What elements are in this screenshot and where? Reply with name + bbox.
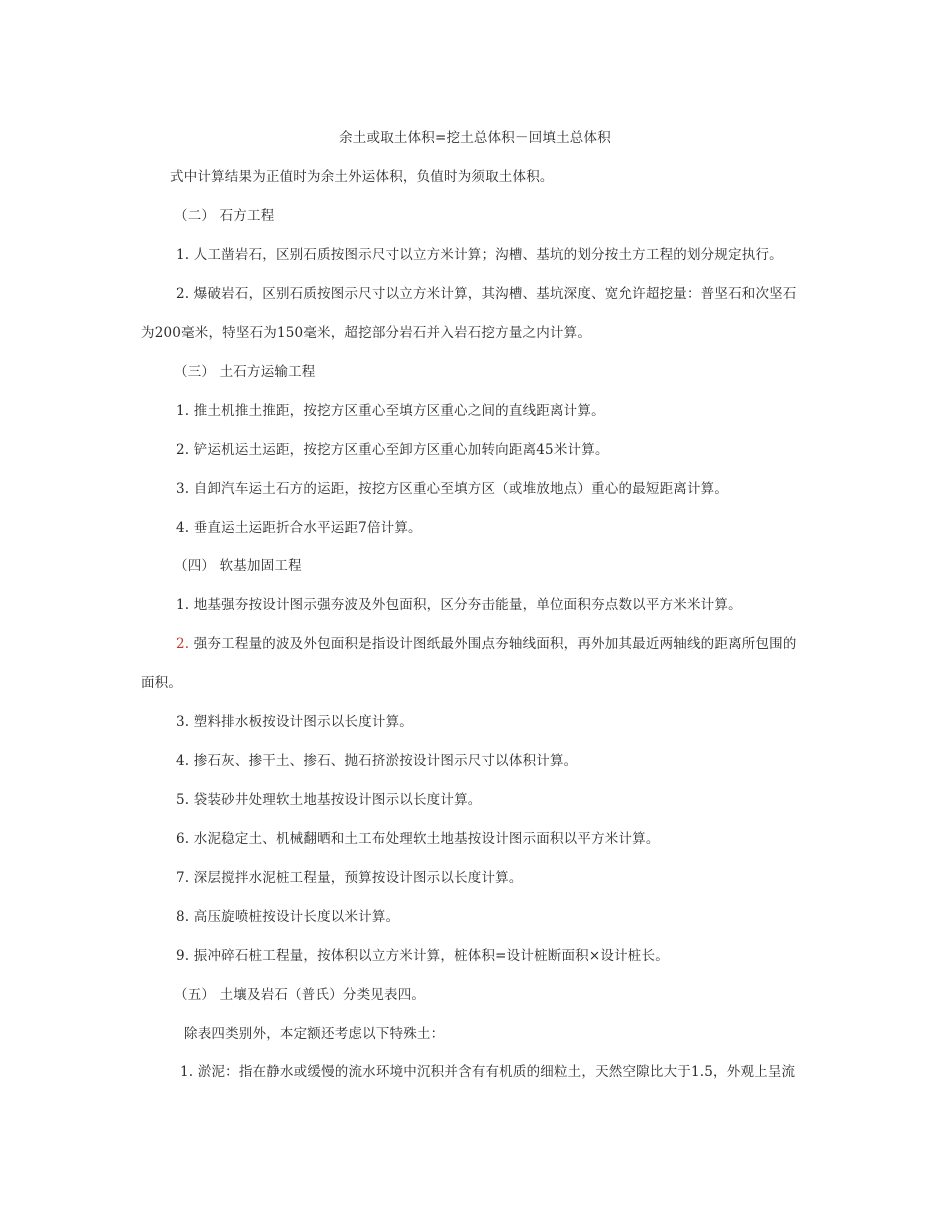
list-number-highlight: 2.	[176, 636, 190, 652]
list-item: 2. 铲运机运土运距，按挖方区重心至卸方区重心加转向距离45米计算。	[176, 442, 609, 458]
list-item: 2. 爆破岩石，区别石质按图示尺寸以立方米计算，其沟槽、基坑深度、宽允许超挖量：普坚石和次坚石	[176, 286, 797, 302]
list-item: 1. 淤泥：指在静水或缓慢的流水环境中沉积并含有有机质的细粒土，天然空隙比大于1.5，外观上呈流	[180, 1064, 796, 1080]
list-item: 4. 垂直运土运距折合水平运距7倍计算。	[176, 520, 422, 536]
paragraph-line: 式中计算结果为正值时为余土外运体积，负值时为须取土体积。	[170, 169, 554, 185]
paragraph-line: 为200毫米，特坚石为150毫米，超挖部分岩石并入岩石挖方量之内计算。	[141, 325, 592, 341]
list-item: 6. 水泥稳定土、机械翻晒和土工布处理软土地基按设计图示面积以平方米计算。	[176, 831, 660, 847]
list-item: 3. 塑料排水板按设计图示以长度计算。	[176, 714, 413, 730]
list-item: 1. 推土机推土推距，按挖方区重心至填方区重心之间的直线距离计算。	[176, 403, 605, 419]
section-heading: （二） 石方工程	[174, 208, 275, 224]
list-item-text: 强夯工程量的波及外包面积是指设计图纸最外围点夯轴线面积，再外加其最近两轴线的距离所包围的	[189, 636, 797, 652]
list-item: 8. 高压旋喷桩按设计长度以米计算。	[176, 909, 400, 925]
list-item: 1. 地基强夯按设计图示强夯波及外包面积，区分夯击能量，单位面积夯点数以平方米米计算。	[176, 597, 742, 613]
list-item: 9. 振冲碎石桩工程量，按体积以立方米计算，桩体积=设计桩断面积×设计桩长。	[176, 948, 669, 964]
list-item: 4. 掺石灰、掺干土、掺石、抛石挤淤按设计图示尺寸以体积计算。	[176, 753, 578, 769]
paragraph-line: 面积。	[141, 675, 183, 691]
list-item: 1. 人工凿岩石，区别石质按图示尺寸以立方米计算；沟槽、基坑的划分按土方工程的划分规定执行。	[176, 247, 783, 263]
section-heading: （四） 软基加固工程	[174, 558, 302, 574]
list-item: 3. 自卸汽车运土石方的运距，按挖方区重心至填方区（或堆放地点）重心的最短距离计算。	[176, 481, 729, 497]
formula-line: 余土或取土体积=挖土总体积－回填土总体积	[339, 130, 611, 146]
paragraph-line: 除表四类别外，本定额还考虑以下特殊土：	[184, 1026, 445, 1042]
list-item: 7. 深层搅拌水泥桩工程量，预算按设计图示以长度计算。	[176, 870, 523, 886]
section-heading: （三） 土石方运输工程	[174, 364, 316, 380]
list-item: 5. 袋装砂井处理软土地基按设计图示以长度计算。	[176, 792, 482, 808]
list-item	[176, 635, 797, 653]
section-heading: （五） 土壤及岩石（普氏）分类见表四。	[174, 987, 426, 1003]
